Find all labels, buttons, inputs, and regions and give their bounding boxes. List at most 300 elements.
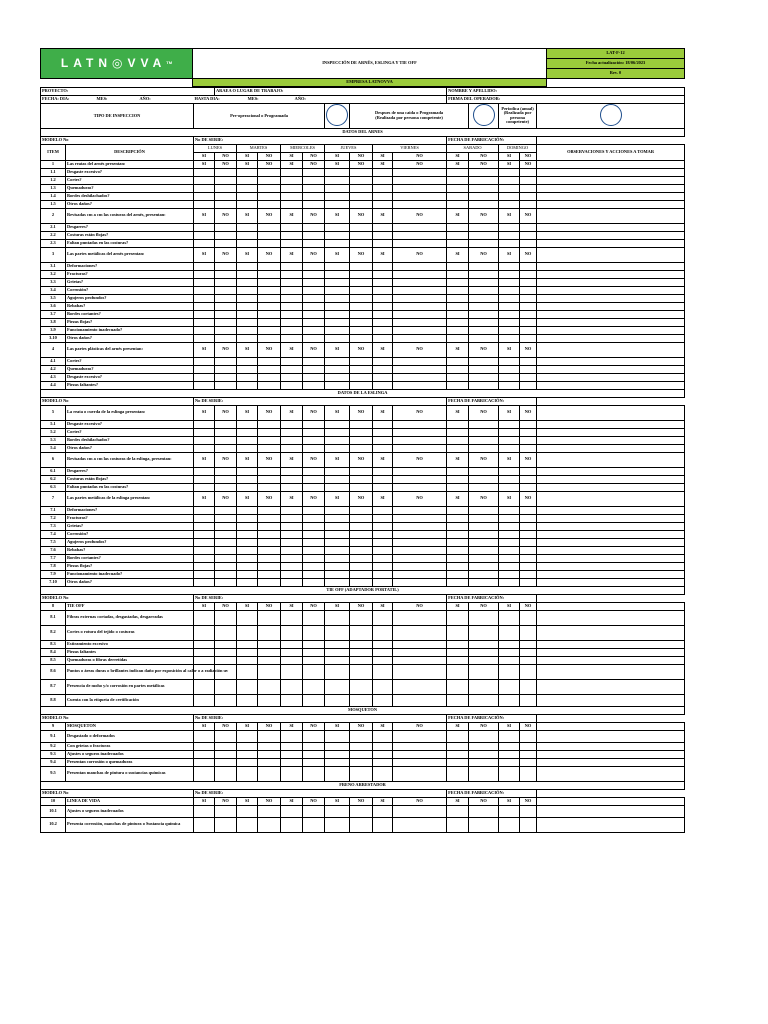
no-cell[interactable]: NO — [215, 722, 237, 730]
check-cell[interactable] — [215, 640, 237, 648]
check-cell[interactable] — [325, 694, 350, 706]
si-cell[interactable]: SI — [499, 797, 520, 805]
area-field[interactable]: ARAEA O LUGAR DE TRABAJO: — [215, 88, 447, 96]
check-cell[interactable] — [520, 656, 537, 664]
check-cell[interactable] — [258, 766, 281, 781]
check-cell[interactable] — [393, 294, 447, 302]
check-cell[interactable] — [281, 742, 303, 750]
check-cell[interactable] — [499, 475, 520, 483]
check-cell[interactable] — [194, 578, 215, 586]
check-cell[interactable] — [237, 514, 258, 522]
check-cell[interactable] — [325, 302, 350, 310]
si-cell[interactable]: SI — [194, 160, 215, 168]
check-cell[interactable] — [303, 730, 325, 742]
modelo-field[interactable]: MODELO No — [41, 136, 194, 144]
check-cell[interactable] — [303, 554, 325, 562]
check-cell[interactable] — [325, 805, 350, 817]
check-cell[interactable] — [350, 381, 373, 389]
check-cell[interactable] — [520, 679, 537, 694]
check-cell[interactable] — [447, 428, 469, 436]
check-cell[interactable] — [303, 742, 325, 750]
observaciones-cell[interactable] — [537, 436, 685, 444]
check-cell[interactable] — [447, 625, 469, 640]
check-cell[interactable] — [393, 758, 447, 766]
si-cell[interactable]: SI — [325, 405, 350, 420]
check-cell[interactable] — [303, 270, 325, 278]
check-cell[interactable] — [258, 176, 281, 184]
check-cell[interactable] — [350, 184, 373, 192]
observaciones-cell[interactable] — [537, 208, 685, 223]
check-cell[interactable] — [194, 326, 215, 334]
despues-caida-circle-icon[interactable] — [473, 104, 495, 126]
check-cell[interactable] — [447, 381, 469, 389]
observaciones-cell[interactable] — [537, 522, 685, 530]
check-cell[interactable] — [350, 223, 373, 231]
observaciones-cell[interactable] — [537, 610, 685, 625]
check-cell[interactable] — [194, 610, 215, 625]
check-cell[interactable] — [499, 176, 520, 184]
check-cell[interactable] — [447, 270, 469, 278]
check-cell[interactable] — [393, 318, 447, 326]
check-cell[interactable] — [194, 357, 215, 365]
check-cell[interactable] — [281, 475, 303, 483]
check-cell[interactable] — [499, 656, 520, 664]
observaciones-cell[interactable] — [537, 664, 685, 679]
check-cell[interactable] — [303, 318, 325, 326]
no-cell[interactable]: NO — [520, 342, 537, 357]
check-cell[interactable] — [194, 436, 215, 444]
check-cell[interactable] — [325, 640, 350, 648]
no-cell[interactable]: NO — [350, 405, 373, 420]
check-cell[interactable] — [237, 554, 258, 562]
check-cell[interactable] — [194, 679, 215, 694]
observaciones-cell[interactable] — [537, 656, 685, 664]
check-cell[interactable] — [194, 270, 215, 278]
no-cell[interactable]: NO — [469, 208, 499, 223]
check-cell[interactable] — [447, 475, 469, 483]
observaciones-cell[interactable] — [537, 570, 685, 578]
check-cell[interactable] — [303, 286, 325, 294]
check-cell[interactable] — [499, 506, 520, 514]
check-cell[interactable] — [258, 262, 281, 270]
check-cell[interactable] — [281, 231, 303, 239]
check-cell[interactable] — [350, 176, 373, 184]
check-cell[interactable] — [237, 640, 258, 648]
check-cell[interactable] — [303, 231, 325, 239]
fecha-mes-anio[interactable] — [66, 96, 194, 104]
check-cell[interactable] — [281, 286, 303, 294]
check-cell[interactable] — [447, 570, 469, 578]
check-cell[interactable] — [350, 231, 373, 239]
check-cell[interactable] — [520, 365, 537, 373]
check-cell[interactable] — [447, 294, 469, 302]
no-cell[interactable]: NO — [350, 722, 373, 730]
check-cell[interactable] — [215, 262, 237, 270]
check-cell[interactable] — [237, 176, 258, 184]
si-cell[interactable]: SI — [237, 405, 258, 420]
check-cell[interactable] — [373, 546, 393, 554]
si-cell[interactable]: SI — [194, 602, 215, 610]
check-cell[interactable] — [237, 184, 258, 192]
no-cell[interactable]: NO — [350, 602, 373, 610]
check-cell[interactable] — [350, 610, 373, 625]
check-cell[interactable] — [194, 318, 215, 326]
no-cell[interactable]: NO — [469, 491, 499, 506]
check-cell[interactable] — [325, 522, 350, 530]
check-cell[interactable] — [393, 231, 447, 239]
check-cell[interactable] — [325, 817, 350, 832]
no-cell[interactable]: NO — [303, 452, 325, 467]
check-cell[interactable] — [325, 278, 350, 286]
observaciones-cell[interactable] — [537, 278, 685, 286]
check-cell[interactable] — [520, 514, 537, 522]
check-cell[interactable] — [194, 530, 215, 538]
check-cell[interactable] — [499, 357, 520, 365]
check-cell[interactable] — [215, 530, 237, 538]
check-cell[interactable] — [303, 373, 325, 381]
si-cell[interactable]: SI — [373, 247, 393, 262]
no-cell[interactable]: NO — [393, 342, 447, 357]
check-cell[interactable] — [258, 286, 281, 294]
check-cell[interactable] — [281, 318, 303, 326]
check-cell[interactable] — [469, 239, 499, 247]
check-cell[interactable] — [325, 758, 350, 766]
si-cell[interactable]: SI — [373, 405, 393, 420]
check-cell[interactable] — [237, 231, 258, 239]
check-cell[interactable] — [373, 679, 393, 694]
check-cell[interactable] — [194, 278, 215, 286]
check-cell[interactable] — [215, 381, 237, 389]
check-cell[interactable] — [499, 286, 520, 294]
check-cell[interactable] — [215, 483, 237, 491]
check-cell[interactable] — [499, 262, 520, 270]
check-cell[interactable] — [281, 239, 303, 247]
check-cell[interactable] — [303, 570, 325, 578]
si-cell[interactable]: SI — [447, 405, 469, 420]
no-cell[interactable]: NO — [303, 405, 325, 420]
check-cell[interactable] — [520, 467, 537, 475]
check-cell[interactable] — [499, 444, 520, 452]
check-cell[interactable] — [281, 578, 303, 586]
check-cell[interactable] — [258, 278, 281, 286]
check-cell[interactable] — [447, 648, 469, 656]
check-cell[interactable] — [303, 578, 325, 586]
si-cell[interactable]: SI — [499, 208, 520, 223]
no-cell[interactable]: NO — [303, 208, 325, 223]
check-cell[interactable] — [373, 694, 393, 706]
no-cell[interactable]: NO — [393, 452, 447, 467]
check-cell[interactable] — [350, 318, 373, 326]
check-cell[interactable] — [373, 656, 393, 664]
check-cell[interactable] — [325, 200, 350, 208]
check-cell[interactable] — [520, 184, 537, 192]
check-cell[interactable] — [520, 168, 537, 176]
check-cell[interactable] — [373, 278, 393, 286]
check-cell[interactable] — [499, 373, 520, 381]
modelo-field[interactable]: MODELO No — [41, 714, 194, 722]
check-cell[interactable] — [393, 444, 447, 452]
check-cell[interactable] — [258, 373, 281, 381]
periodica-option[interactable] — [537, 104, 685, 129]
modelo-field[interactable]: MODELO No — [41, 397, 194, 405]
check-cell[interactable] — [325, 436, 350, 444]
no-cell[interactable]: NO — [350, 160, 373, 168]
check-cell[interactable] — [469, 294, 499, 302]
observaciones-cell[interactable] — [537, 270, 685, 278]
check-cell[interactable] — [499, 758, 520, 766]
check-cell[interactable] — [447, 200, 469, 208]
observaciones-cell[interactable] — [537, 554, 685, 562]
no-cell[interactable]: NO — [393, 797, 447, 805]
check-cell[interactable] — [520, 200, 537, 208]
no-cell[interactable]: NO — [520, 452, 537, 467]
check-cell[interactable] — [373, 357, 393, 365]
si-cell[interactable]: SI — [325, 160, 350, 168]
check-cell[interactable] — [499, 570, 520, 578]
check-cell[interactable] — [469, 483, 499, 491]
check-cell[interactable] — [350, 326, 373, 334]
check-cell[interactable] — [258, 467, 281, 475]
observaciones-cell[interactable] — [537, 318, 685, 326]
check-cell[interactable] — [393, 326, 447, 334]
check-cell[interactable] — [520, 766, 537, 781]
check-cell[interactable] — [350, 538, 373, 546]
check-cell[interactable] — [194, 766, 215, 781]
check-cell[interactable] — [447, 444, 469, 452]
observaciones-cell[interactable] — [537, 475, 685, 483]
check-cell[interactable] — [447, 436, 469, 444]
check-cell[interactable] — [325, 262, 350, 270]
check-cell[interactable] — [258, 184, 281, 192]
observaciones-cell[interactable] — [537, 491, 685, 506]
check-cell[interactable] — [469, 475, 499, 483]
check-cell[interactable] — [447, 656, 469, 664]
check-cell[interactable] — [373, 200, 393, 208]
check-cell[interactable] — [194, 817, 215, 832]
no-cell[interactable]: NO — [469, 797, 499, 805]
observaciones-cell[interactable] — [537, 546, 685, 554]
no-cell[interactable]: NO — [258, 797, 281, 805]
check-cell[interactable] — [215, 286, 237, 294]
check-cell[interactable] — [194, 758, 215, 766]
check-cell[interactable] — [215, 334, 237, 342]
check-cell[interactable] — [520, 326, 537, 334]
check-cell[interactable] — [215, 278, 237, 286]
check-cell[interactable] — [194, 381, 215, 389]
check-cell[interactable] — [237, 578, 258, 586]
fabricacion-field[interactable]: FECHA DE FABRICACIÓN: — [447, 397, 537, 405]
check-cell[interactable] — [237, 310, 258, 318]
check-cell[interactable] — [393, 467, 447, 475]
check-cell[interactable] — [303, 278, 325, 286]
check-cell[interactable] — [215, 231, 237, 239]
check-cell[interactable] — [258, 554, 281, 562]
check-cell[interactable] — [258, 318, 281, 326]
check-cell[interactable] — [469, 334, 499, 342]
check-cell[interactable] — [393, 302, 447, 310]
check-cell[interactable] — [281, 750, 303, 758]
check-cell[interactable] — [194, 192, 215, 200]
observaciones-cell[interactable] — [537, 797, 685, 805]
si-cell[interactable]: SI — [447, 452, 469, 467]
check-cell[interactable] — [520, 694, 537, 706]
observaciones-cell[interactable] — [537, 200, 685, 208]
no-cell[interactable]: NO — [469, 342, 499, 357]
check-cell[interactable] — [469, 640, 499, 648]
check-cell[interactable] — [447, 239, 469, 247]
check-cell[interactable] — [215, 514, 237, 522]
observaciones-cell[interactable] — [537, 483, 685, 491]
fecha-dia-label[interactable]: FECHA: DIA: — [41, 96, 66, 104]
check-cell[interactable] — [499, 522, 520, 530]
check-cell[interactable] — [373, 578, 393, 586]
observaciones-cell[interactable] — [537, 247, 685, 262]
si-cell[interactable]: SI — [325, 452, 350, 467]
check-cell[interactable] — [258, 562, 281, 570]
check-cell[interactable] — [520, 444, 537, 452]
si-cell[interactable]: SI — [373, 722, 393, 730]
no-cell[interactable]: NO — [469, 405, 499, 420]
observaciones-cell[interactable] — [537, 223, 685, 231]
check-cell[interactable] — [350, 640, 373, 648]
check-cell[interactable] — [303, 357, 325, 365]
check-cell[interactable] — [373, 648, 393, 656]
hasta-field[interactable] — [194, 96, 447, 104]
check-cell[interactable] — [447, 805, 469, 817]
check-cell[interactable] — [258, 357, 281, 365]
check-cell[interactable] — [499, 530, 520, 538]
check-cell[interactable] — [393, 656, 447, 664]
observaciones-cell[interactable] — [537, 365, 685, 373]
check-cell[interactable] — [258, 506, 281, 514]
check-cell[interactable] — [350, 648, 373, 656]
check-cell[interactable] — [325, 483, 350, 491]
check-cell[interactable] — [350, 766, 373, 781]
check-cell[interactable] — [520, 475, 537, 483]
si-cell[interactable]: SI — [281, 602, 303, 610]
check-cell[interactable] — [215, 444, 237, 452]
check-cell[interactable] — [499, 168, 520, 176]
no-cell[interactable]: NO — [258, 405, 281, 420]
serie-field[interactable]: No DE SERIE: — [194, 789, 447, 797]
check-cell[interactable] — [325, 444, 350, 452]
check-cell[interactable] — [303, 514, 325, 522]
check-cell[interactable] — [237, 420, 258, 428]
no-cell[interactable]: NO — [350, 491, 373, 506]
check-cell[interactable] — [393, 570, 447, 578]
check-cell[interactable] — [258, 436, 281, 444]
check-cell[interactable] — [281, 664, 303, 679]
nombre-field[interactable]: NOMBRE Y APELLIDO: — [447, 88, 685, 96]
check-cell[interactable] — [325, 562, 350, 570]
check-cell[interactable] — [325, 420, 350, 428]
check-cell[interactable] — [215, 538, 237, 546]
check-cell[interactable] — [499, 514, 520, 522]
check-cell[interactable] — [499, 483, 520, 491]
check-cell[interactable] — [447, 176, 469, 184]
check-cell[interactable] — [237, 758, 258, 766]
check-cell[interactable] — [373, 176, 393, 184]
no-cell[interactable]: NO — [215, 342, 237, 357]
observaciones-cell[interactable] — [537, 262, 685, 270]
check-cell[interactable] — [237, 294, 258, 302]
observaciones-cell[interactable] — [537, 373, 685, 381]
check-cell[interactable] — [499, 381, 520, 389]
check-cell[interactable] — [325, 514, 350, 522]
check-cell[interactable] — [237, 522, 258, 530]
check-cell[interactable] — [373, 334, 393, 342]
no-cell[interactable]: NO — [303, 160, 325, 168]
si-cell[interactable]: SI — [281, 160, 303, 168]
check-cell[interactable] — [520, 223, 537, 231]
check-cell[interactable] — [447, 302, 469, 310]
observaciones-cell[interactable] — [537, 742, 685, 750]
check-cell[interactable] — [350, 444, 373, 452]
check-cell[interactable] — [447, 817, 469, 832]
check-cell[interactable] — [303, 475, 325, 483]
check-cell[interactable] — [350, 758, 373, 766]
check-cell[interactable] — [215, 270, 237, 278]
check-cell[interactable] — [237, 365, 258, 373]
check-cell[interactable] — [215, 436, 237, 444]
check-cell[interactable] — [258, 365, 281, 373]
check-cell[interactable] — [325, 270, 350, 278]
check-cell[interactable] — [469, 176, 499, 184]
check-cell[interactable] — [325, 679, 350, 694]
no-cell[interactable]: NO — [393, 405, 447, 420]
check-cell[interactable] — [469, 758, 499, 766]
check-cell[interactable] — [520, 176, 537, 184]
check-cell[interactable] — [303, 562, 325, 570]
check-cell[interactable] — [373, 640, 393, 648]
observaciones-cell[interactable] — [537, 428, 685, 436]
check-cell[interactable] — [373, 436, 393, 444]
check-cell[interactable] — [393, 562, 447, 570]
check-cell[interactable] — [194, 302, 215, 310]
check-cell[interactable] — [281, 730, 303, 742]
check-cell[interactable] — [194, 467, 215, 475]
check-cell[interactable] — [281, 200, 303, 208]
check-cell[interactable] — [237, 475, 258, 483]
check-cell[interactable] — [373, 766, 393, 781]
check-cell[interactable] — [447, 546, 469, 554]
check-cell[interactable] — [350, 286, 373, 294]
check-cell[interactable] — [447, 578, 469, 586]
check-cell[interactable] — [237, 648, 258, 656]
check-cell[interactable] — [281, 554, 303, 562]
check-cell[interactable] — [281, 483, 303, 491]
check-cell[interactable] — [393, 506, 447, 514]
check-cell[interactable] — [469, 381, 499, 389]
check-cell[interactable] — [350, 334, 373, 342]
check-cell[interactable] — [237, 817, 258, 832]
si-cell[interactable]: SI — [237, 452, 258, 467]
check-cell[interactable] — [373, 730, 393, 742]
check-cell[interactable] — [215, 730, 237, 742]
check-cell[interactable] — [303, 436, 325, 444]
check-cell[interactable] — [258, 648, 281, 656]
check-cell[interactable] — [258, 294, 281, 302]
check-cell[interactable] — [373, 475, 393, 483]
si-cell[interactable]: SI — [237, 722, 258, 730]
check-cell[interactable] — [215, 318, 237, 326]
check-cell[interactable] — [303, 467, 325, 475]
check-cell[interactable] — [499, 625, 520, 640]
no-cell[interactable]: NO — [520, 405, 537, 420]
check-cell[interactable] — [469, 184, 499, 192]
check-cell[interactable] — [215, 562, 237, 570]
check-cell[interactable] — [373, 373, 393, 381]
